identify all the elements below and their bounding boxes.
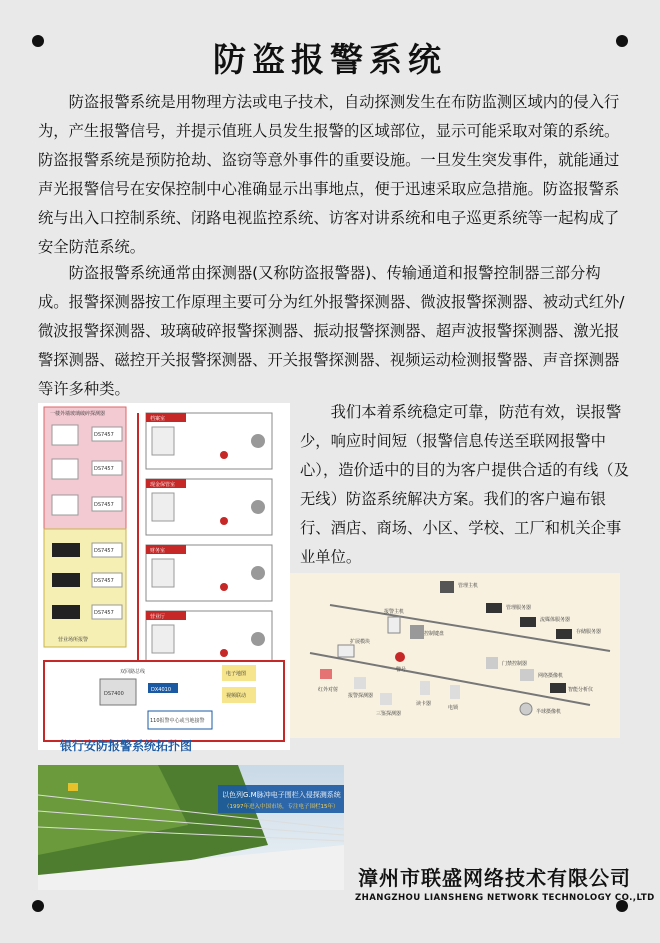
corner-dot-bl: [32, 900, 44, 912]
svg-text:DX4010: DX4010: [151, 687, 171, 693]
bank-topology-diagram: [38, 403, 290, 750]
svg-text:警号: 警号: [396, 667, 407, 673]
svg-text:网络摄像机: 网络摄像机: [538, 673, 564, 679]
svg-text:管理主机: 管理主机: [458, 583, 479, 589]
svg-text:控制键盘: 控制键盘: [424, 631, 445, 637]
svg-text:流媒体服务器: 流媒体服务器: [540, 617, 571, 623]
company-name-en: ZHANGZHOU LIANSHENG NETWORK TECHNOLOGY CO.,LTD: [355, 893, 655, 903]
diagram1-caption: 银行安防报警系统拓扑图: [60, 739, 193, 753]
svg-text:DS7457: DS7457: [94, 432, 114, 438]
svg-text:扩展模块: 扩展模块: [350, 639, 371, 645]
intro-paragraph: 防盗报警系统是用物理方法或电子技术，自动探测发生在布防监测区域内的侵入行为，产生报警信号，并提示值班人员发生报警的区域部位，显示可能采取对策的系统。防盗报警系统是预防抢劫、盗窃等意外事件的重要设施。一旦发生突发事件，就能通过声光报警信号在安保控制中心准确显示出事地点，便于迅速采取应急措施。防盗报警系统与出入口控制系统、闭路电视监控系统、访客对讲系统和电子巡更系统等一起构成了安全防范系统。: [38, 93, 620, 256]
room-1: [146, 413, 272, 469]
svg-text:110报警中心或当地接警: 110报警中心或当地接警: [150, 718, 205, 724]
page-title: 防盗报警系统: [213, 40, 447, 79]
svg-text:管理服务器: 管理服务器: [506, 605, 532, 611]
svg-text:DS7400: DS7400: [104, 691, 124, 697]
svg-text:读卡器: 读卡器: [416, 701, 432, 707]
room-3: [146, 545, 272, 601]
svg-text:红外对射: 红外对射: [318, 687, 339, 693]
svg-text:现金保管室: 现金保管室: [150, 482, 176, 488]
svg-text:电锁: 电锁: [448, 705, 459, 711]
svg-text:双回路总线: 双回路总线: [120, 669, 146, 675]
svg-text:DS7457: DS7457: [94, 502, 114, 508]
svg-text:报警探测器: 报警探测器: [348, 693, 374, 699]
svg-text:三鉴探测器: 三鉴探测器: [376, 711, 402, 717]
svg-text:档案室: 档案室: [150, 416, 166, 422]
banner-text: 以色列G.M脉冲电子围栏入侵探测系统: [222, 791, 341, 799]
svg-text:报警主机: 报警主机: [384, 609, 405, 615]
svg-text:DS7457: DS7457: [94, 578, 114, 584]
svg-text:财务室: 财务室: [150, 548, 166, 554]
components-paragraph: 防盗报警系统通常由探测器(又称防盗报警器)、传输通道和报警控制器三部分构成。报警探测器按工作原理主要可分为红外报警探测器、微波报警探测器、被动式红外/微波报警探测器、玻璃破碎报警探测器、振动报警探测器、超声波报警探测器、激光报警探测器、磁控开关报警探测器、开关报警探测器、视频运动检测报警器、声音探测器等许多种类。: [38, 264, 625, 398]
svg-text:营业厅: 营业厅: [150, 614, 166, 620]
header-label: 一楼外墙玻璃破碎探测器: [50, 411, 106, 417]
svg-text:存储服务器: 存储服务器: [576, 629, 602, 635]
svg-text:门禁控制器: 门禁控制器: [502, 661, 528, 667]
fence-photo: [38, 765, 344, 890]
svg-text:半球摄像机: 半球摄像机: [536, 709, 562, 715]
svg-text:DS7457: DS7457: [94, 610, 114, 616]
svg-text:DS7457: DS7457: [94, 548, 114, 554]
solution-paragraph: 我们本着系统稳定可靠，防范有效，误报警少，响应时间短（报警信息传送至联网报警中心），造价适中的目的为客户提供合适的有线（及无线）防盗系统解决方案。我们的客户遍布银行、酒店、商场、小区、学校、工厂和机关企事业单位。: [300, 403, 629, 566]
svg-text:智能分析仪: 智能分析仪: [568, 687, 594, 693]
room-4: [146, 611, 272, 667]
zone-label: 营业场所报警: [58, 637, 89, 643]
svg-text:DS7457: DS7457: [94, 466, 114, 472]
svg-text:视频联动: 视频联动: [226, 693, 247, 699]
network-diagram: [290, 573, 620, 738]
banner-sub: （1997年进入中国市场，专注电子围栏15年）: [224, 804, 339, 810]
svg-text:电子地图: 电子地图: [226, 671, 247, 677]
company-name-cn: 漳州市联盛网络技术有限公司: [358, 866, 631, 890]
room-2: [146, 479, 272, 535]
